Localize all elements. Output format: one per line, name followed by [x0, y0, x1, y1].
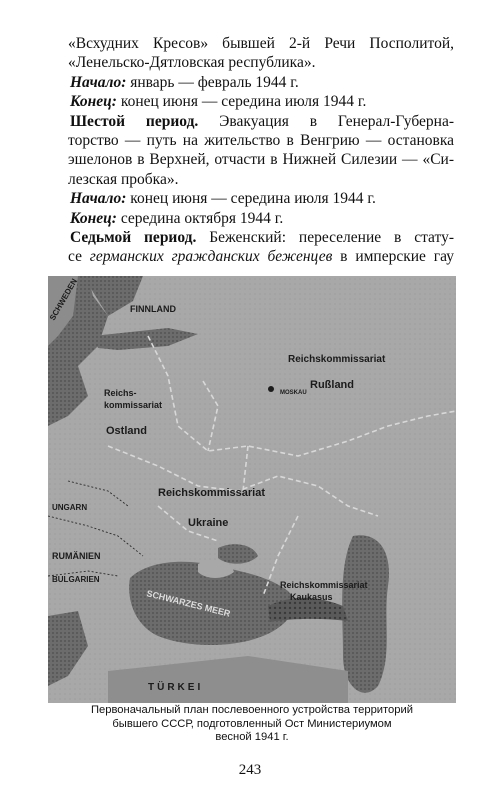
start-value: конец июня — середина июля 1944 г. — [126, 190, 376, 208]
text-line: «Ленельско-Дятловская республика». — [68, 54, 316, 72]
period-six-line — [68, 112, 454, 131]
label-schweden: SCHWEDEN — [48, 277, 80, 322]
label-rk-russland: Reichskommissariat — [288, 354, 386, 365]
end-value: середина октября 1944 г. — [116, 209, 284, 227]
body-text — [68, 34, 454, 267]
period-seven-text: Беженский: переселение в стату- — [196, 229, 454, 247]
moscow-marker — [268, 386, 274, 392]
end-line-2 — [68, 209, 454, 228]
text-line: эшелонов в Верхней, отчасти в Нижней Силезии — «Си- — [68, 151, 454, 169]
text-fragment: се — [68, 248, 90, 266]
map-graphic — [48, 276, 456, 703]
text-line: «Всхудних Кресов» бывшей 2-й Речи Посполитой, — [68, 35, 454, 52]
label-bulgarien: BULGARIEN — [52, 575, 100, 584]
start-value: январь — февраль 1944 г. — [126, 73, 299, 91]
label-rk-ostland-1: Reichs- — [104, 388, 137, 398]
italic-term: германских гражданских беженцев — [89, 248, 333, 266]
label-rk-ukraine: Reichskommissariat — [158, 487, 265, 499]
caspian-sea — [342, 535, 389, 693]
label-rk-ostland-2: kommissariat — [104, 400, 163, 410]
caption-line: бывшего СССР, подготовленный Ост Министериумом — [112, 717, 392, 730]
period-seven-heading: Седьмой период. — [70, 229, 197, 247]
start-line-1 — [68, 73, 454, 92]
text-fragment: в имперские гау — [332, 248, 454, 266]
map-caption — [48, 704, 456, 745]
period-six-text: Эвакуация в Генерал-Губерна- — [198, 112, 454, 130]
period-six-heading: Шестой период. — [70, 112, 199, 130]
text-line: торство — путь на жительство в Венгрию — остановка — [68, 132, 454, 150]
caption-line: весной 1941 г. — [215, 731, 289, 743]
label-schwarzes-meer: SCHWARZES MEER — [145, 588, 232, 619]
historical-map — [48, 276, 456, 703]
label-rk-kaukasus: Reichskommissariat — [280, 580, 368, 590]
label-moskau: MOSKAU — [280, 390, 307, 396]
start-line-2 — [68, 189, 454, 208]
label-ostland: Ostland — [106, 425, 147, 437]
text-line: лезская пробка». — [68, 170, 179, 188]
label-ukraine: Ukraine — [188, 517, 229, 529]
start-label: Начало: — [70, 190, 127, 208]
label-rumaenien: RUMÄNIEN — [52, 551, 101, 561]
label-kaukasus: Kaukasus — [290, 592, 333, 602]
end-label: Конец: — [70, 93, 117, 111]
end-value: конец июня — середина июля 1944 г. — [116, 93, 367, 111]
label-tuerkei: TÜRKEI — [148, 682, 204, 693]
label-finnland: FINNLAND — [130, 304, 176, 314]
end-line-1 — [68, 92, 454, 111]
caption-line: Первоначальный план послевоенного устройства территорий — [91, 704, 413, 716]
period-seven-line — [68, 228, 454, 247]
page-number: 243 — [238, 762, 262, 778]
start-label: Начало: — [70, 73, 127, 91]
end-label: Конец: — [70, 209, 117, 227]
label-ungarn: UNGARN — [52, 503, 88, 512]
label-russland: Rußland — [310, 379, 354, 391]
text-line — [68, 247, 454, 266]
